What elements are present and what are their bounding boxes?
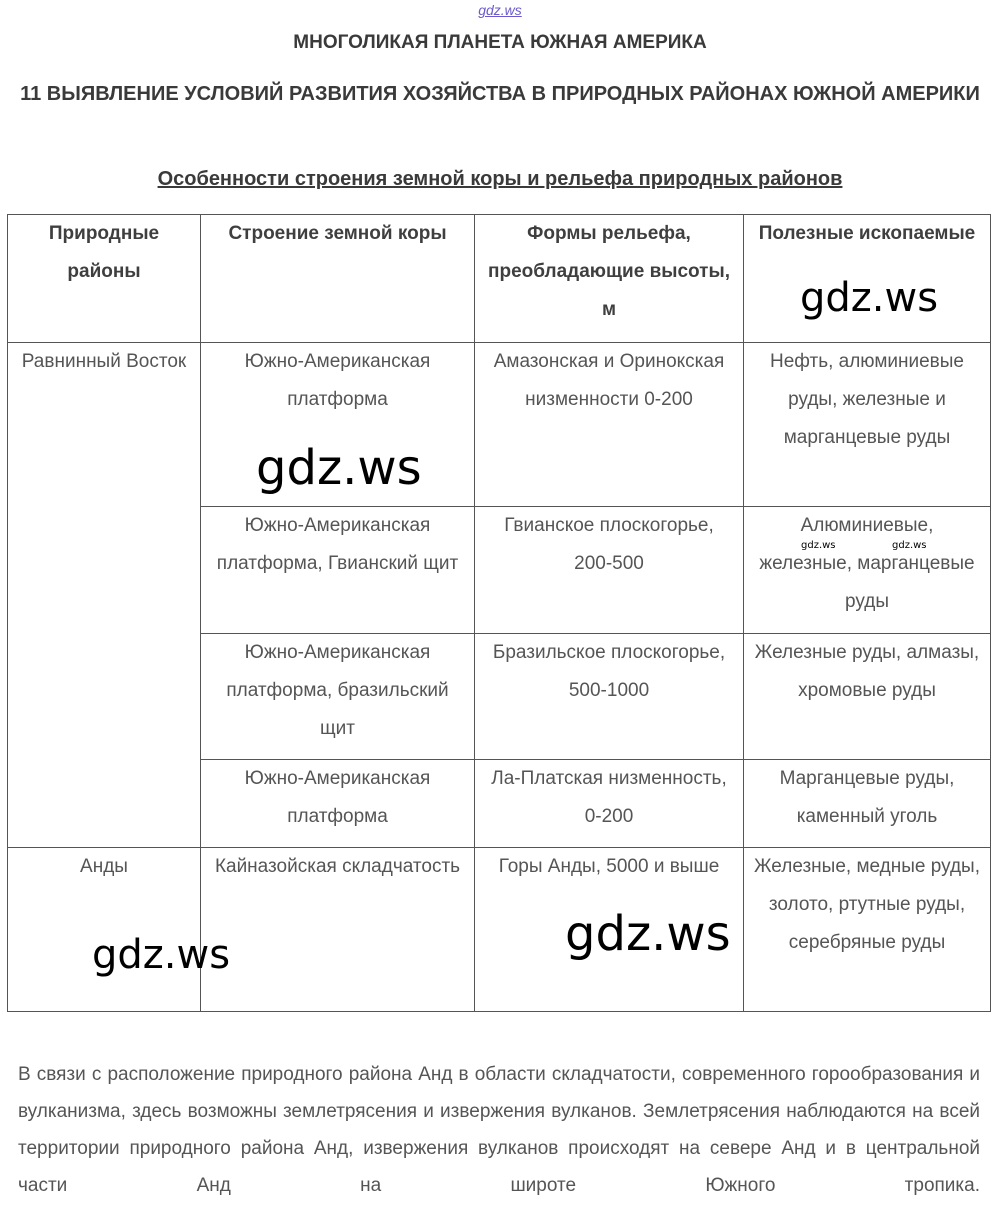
region-name-empty bbox=[8, 634, 201, 760]
table-title bbox=[0, 168, 1000, 191]
crust-cell: Южно-Американская платформа, бразильский щит bbox=[201, 634, 475, 760]
crust-cell: Южно-Американская платформа bbox=[201, 343, 475, 507]
table-row bbox=[8, 760, 991, 848]
relief-cell: Амазонская и Оринокская низменности 0-200 bbox=[475, 343, 744, 507]
crust-cell: Южно-Американская платформа bbox=[201, 760, 475, 848]
minerals-cell: Нефть, алюминиевые руды, железные и марганцевые руды bbox=[744, 343, 991, 507]
conclusion-paragraph: В связи с расположение природного района Анд в области складчатости, современного горообразования и вулканизма, здесь возможны землетрясения и извержения вулканов. Землетрясения наблюдаются на всей территории природного района Анд, извержения вулканов происходят на севере Анд и в центральной части Анд на широте Южного тропика. bbox=[18, 1064, 980, 1196]
relief-cell: Горы Анды, 5000 и выше bbox=[475, 848, 744, 1012]
minerals-cell: Железные, медные руды, золото, ртутные руды, серебряные руды bbox=[744, 848, 991, 1012]
minerals-cell: Марганцевые руды, каменный уголь bbox=[744, 760, 991, 848]
table-row bbox=[8, 848, 991, 1012]
header-crust: Строение земной коры bbox=[201, 215, 475, 343]
crust-cell: Кайназойская складчатость bbox=[201, 848, 475, 1012]
table-row bbox=[8, 634, 991, 760]
watermark-row1: gdz.ws bbox=[256, 440, 422, 496]
region-name-andes: Анды bbox=[8, 848, 201, 1012]
region-name-empty bbox=[8, 760, 201, 848]
watermark-header: gdz.ws bbox=[800, 275, 939, 321]
table-row bbox=[8, 343, 991, 507]
watermark-small-left: gdz.ws bbox=[801, 540, 836, 551]
minerals-cell: Железные руды, алмазы, хромовые руды bbox=[744, 634, 991, 760]
header-regions: Природные районы bbox=[8, 215, 201, 343]
watermark-top[interactable]: gdz.ws bbox=[478, 2, 522, 18]
minerals-cell: Алюминиевые, железные, марганцевые руды bbox=[744, 507, 991, 634]
watermark-andes-left: gdz.ws bbox=[92, 932, 231, 978]
relief-cell: Ла-Платская низменность, 0-200 bbox=[475, 760, 744, 848]
region-name-empty bbox=[8, 507, 201, 634]
header-relief: Формы рельефа, преобладающие высоты, м bbox=[475, 215, 744, 343]
section-title: 11 ВЫЯВЛЕНИЕ УСЛОВИЙ РАЗВИТИЯ ХОЗЯЙСТВА В ПРИРОДНЫХ РАЙОНАХ ЮЖНОЙ АМЕРИКИ bbox=[20, 83, 980, 105]
watermark-small-right: gdz.ws bbox=[892, 540, 927, 551]
table-row bbox=[8, 507, 991, 634]
regions-table bbox=[7, 214, 991, 1012]
region-name-east: Равнинный Восток bbox=[8, 343, 201, 507]
relief-cell: Гвианское плоскогорье, 200-500 bbox=[475, 507, 744, 634]
relief-cell: Бразильское плоскогорье, 500-1000 bbox=[475, 634, 744, 760]
header-minerals: Полезные ископаемые bbox=[744, 215, 991, 343]
watermark-andes-right: gdz.ws bbox=[565, 906, 731, 962]
page-title: МНОГОЛИКАЯ ПЛАНЕТА ЮЖНАЯ АМЕРИКА bbox=[293, 32, 707, 53]
crust-cell: Южно-Американская платформа, Гвианский щит bbox=[201, 507, 475, 634]
table-title-text: Особенности строения земной коры и рельефа природных районов bbox=[157, 168, 843, 190]
